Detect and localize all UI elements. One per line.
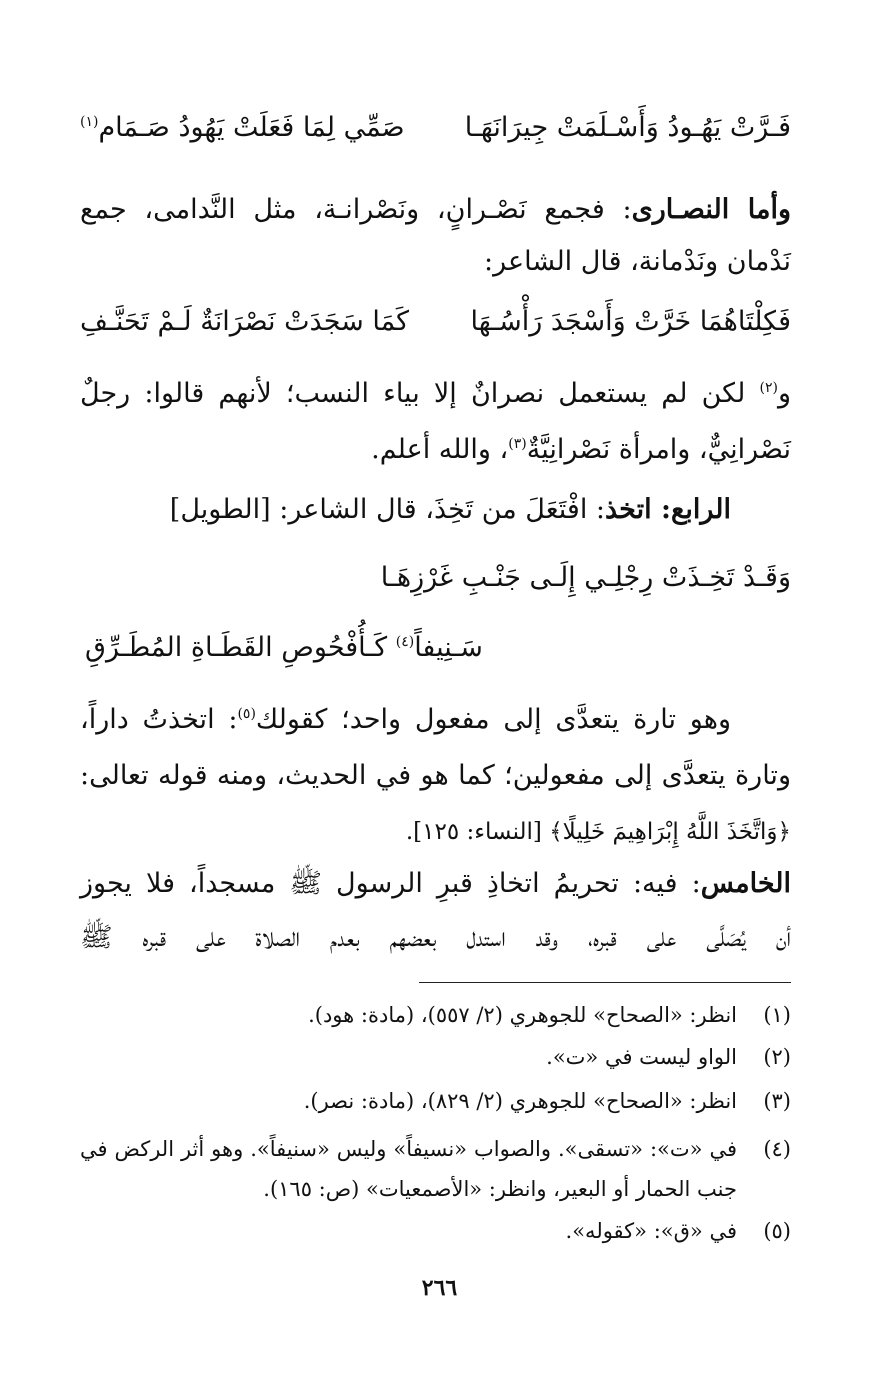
para-nasara-line-1 <box>80 190 791 230</box>
footnote-ref-3: (٣) <box>508 436 527 452</box>
term-fifth: الخامس <box>700 868 791 899</box>
para-nisba-line-1-text: لكن لم يستعمل نصرانٌ إلا بياء النسب؛ لأنهم قالوا: رجلٌ <box>80 378 760 409</box>
verse-nasrana-first-hemistich: فَكِلْتَاهُمَا خَرَّتْ وَأَسْجَدَ رَأْسُـهَا <box>470 306 791 337</box>
verse-ghurz-second-hemistich <box>85 628 483 668</box>
footnote-ref-1: (١) <box>80 114 99 130</box>
footnote-2-number: (٢) <box>763 1045 791 1069</box>
footnote-ref-2: (٢) <box>759 380 778 396</box>
para-fourth <box>80 490 731 530</box>
footnote-3 <box>80 1086 791 1116</box>
para-takhidh-line-1 <box>80 700 731 740</box>
para-nisba-line-2-text: نَصْرانِيٌّ، وامرأة نَصْرانِيَّةٌ <box>526 434 791 465</box>
page-number: ٢٦٦ <box>421 1275 458 1301</box>
para-takhidh-line-1-text: وهو تارة يتعدَّى إلى مفعول واحد؛ كقولك <box>255 704 731 735</box>
footnote-2-text: الواو ليست في «ت». <box>546 1045 737 1069</box>
verse-nasrana-second-hemistich: كَمَا سَجَدَتْ نَصْرَانَةٌ لَـمْ تَحَنَّـفِ <box>80 306 410 337</box>
footnote-3-number: (٣) <box>763 1089 791 1113</box>
footnote-5-text: في «ق»: «كقوله». <box>565 1219 737 1243</box>
footnote-5 <box>80 1216 791 1246</box>
para-nasara-line-1-text: : فجمع نَصْـرانٍ، ونَصْرانـة، مثل النَّدامى، جمع <box>80 194 632 225</box>
para-takhidh-line-1-end: : اتخذتُ داراً، <box>80 704 238 735</box>
footnote-ref-5: (٥) <box>237 706 256 722</box>
para-nisba-line-2-end: ، والله أعلم. <box>371 434 509 465</box>
verse-ghurz-second-end: كَـأُفْحُوصِ القَطَـاةِ المُطَـرِّقِ <box>85 632 396 663</box>
term-nasara: وأما النصـارى <box>631 194 791 225</box>
para-fifth-line-1 <box>80 864 791 904</box>
verse-hud-second-hemistich <box>80 108 405 148</box>
para-fifth-line-1-text: : فيه: تحريمُ اتخاذِ قبرِ الرسول ﷺ مسجداً، فلا يجوز <box>80 868 701 899</box>
para-nisba-line-1 <box>80 374 791 414</box>
quran-verse-nisa-125: ﴿وَاتَّخَذَ اللَّهُ إِبْرَاهِيمَ خَلِيلًا﴾ [النساء: ١٢٥]. <box>405 819 791 845</box>
verse-hud <box>80 108 791 148</box>
verse-ghurz-first-hemistich: وَقَـدْ تَخِـذَتْ رِجْلِـي إِلَـى جَنْـبِ غَرْزِهَـا <box>380 562 791 593</box>
para-fifth-line-2: أن يُصَلَّى على قبره، وقد استدل بعضهم بعدم الصلاة على قبره ﷺ <box>80 922 791 953</box>
footnote-2 <box>80 1042 791 1072</box>
para-nisba-line-2 <box>80 430 791 470</box>
footnote-3-text: انظر: «الصحاح» للجوهري (٢/ ٨٢٩)، (مادة: نصر). <box>303 1089 737 1113</box>
verse-hud-second-text: صَمِّي لِمَا فَعَلَتْ يَهُودُ صَـمَام <box>98 112 405 143</box>
footnote-4-number: (٤) <box>763 1137 791 1161</box>
footnote-1 <box>80 1000 791 1030</box>
para-fourth-text: : افْتَعَلَ من تَخِذَ، قال الشاعر: [الطويل] <box>169 494 605 525</box>
verse-ghurz-second-start: سَـنِيفاً <box>414 632 483 663</box>
verse-nasrana <box>80 302 791 342</box>
footnote-separator <box>419 982 791 983</box>
footnote-4-text: في «ت»: «تسقى». والصواب «نسيفاً» وليس «سنيفاً». وهو أثر الركض في <box>80 1137 737 1161</box>
footnote-4-continuation: جنب الحمار أو البعير، وانظر: «الأصمعيات» (ص: ١٦٥). <box>263 1177 737 1201</box>
para-nasara-line-2: نَدْمان ونَدْمانة، قال الشاعر: <box>484 246 791 277</box>
footnote-4 <box>80 1134 791 1164</box>
footnote-5-number: (٥) <box>763 1219 791 1243</box>
footnote-1-text: انظر: «الصحاح» للجوهري (٢/ ٥٥٧)، (مادة: هود). <box>308 1003 737 1027</box>
footnote-ref-4: (٤) <box>395 634 415 650</box>
verse-hud-first-hemistich: فَـرَّتْ يَهُـودُ وَأَسْـلَمَتْ جِيرَانَهَـا <box>464 112 791 143</box>
para-takhidh-line-2: وتارة يتعدَّى إلى مفعولين؛ كما هو في الحديث، ومنه قوله تعالى: <box>80 760 791 791</box>
term-fourth: الرابع: اتخذ <box>605 494 731 525</box>
footnote-1-number: (١) <box>763 1003 791 1027</box>
para-nisba-waw: و <box>777 378 791 409</box>
